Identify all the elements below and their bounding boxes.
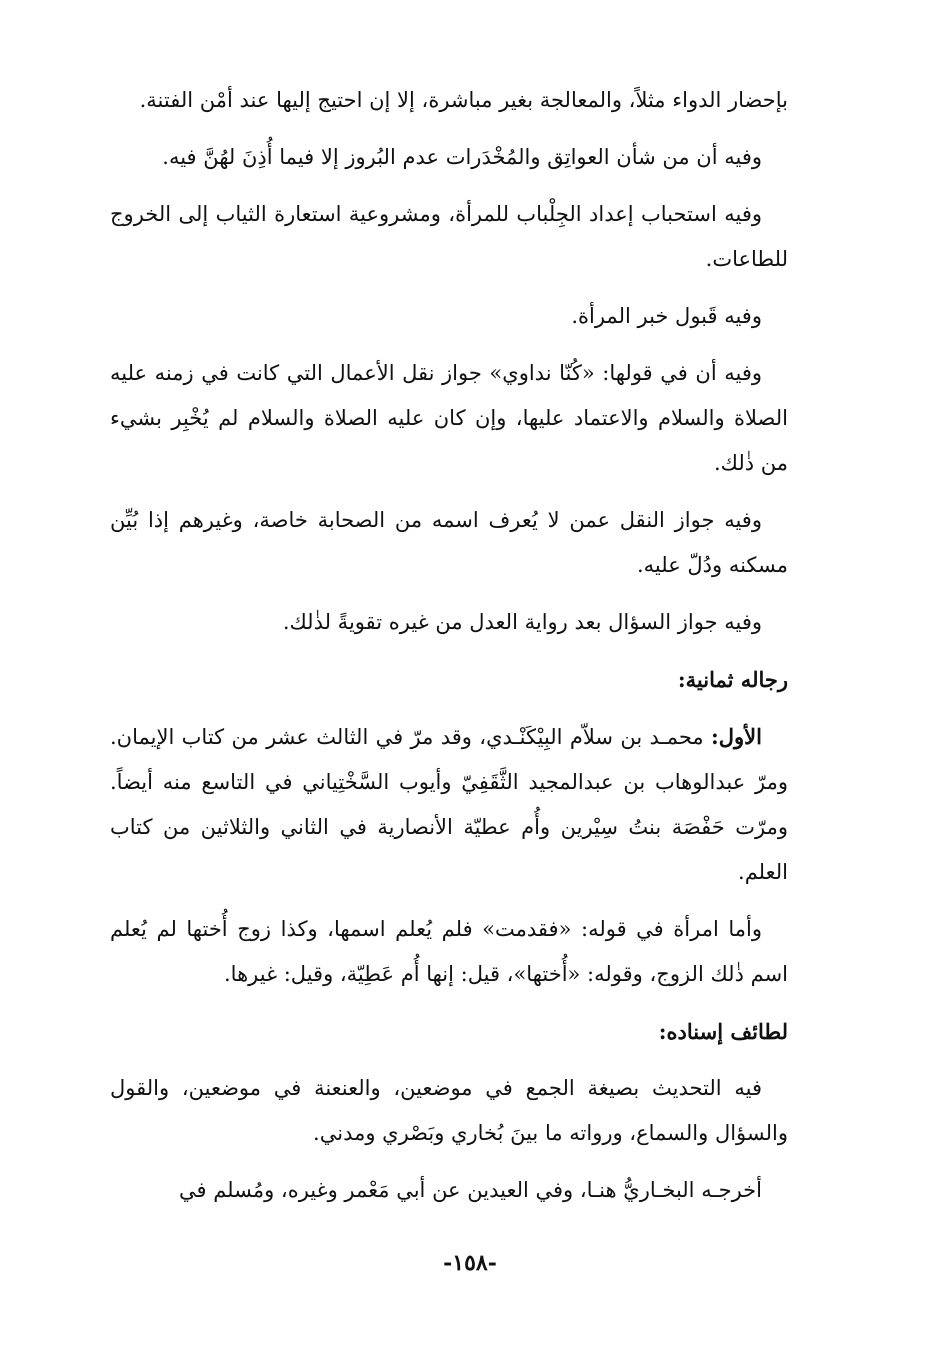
paragraph-unknown-narrator: وفيه جواز النقل عمن لا يُعرف اسمه من الصحابة خاصة، وغيرهم إذا بُيِّن مسكنه ودُلّ عليه. — [110, 508, 788, 577]
heading-isnad: لطائف إسناده: — [658, 1019, 788, 1044]
paragraph-medicine: بإحضار الدواء مثلاً، والمعالجة بغير مباشرة، إلا إن احتيج إليها عند أمْن الفتنة. — [139, 88, 788, 112]
heading-narrators: رجاله ثمانية: — [677, 667, 788, 692]
paragraph-virgins: وفيه أن من شأن العواتِق والمُخْدَرات عدم البُروز إلا فيما أُذِنَ لهُنَّ فيه. — [162, 145, 762, 169]
paragraph-woman-report: وفيه قَبول خبر المرأة. — [571, 304, 762, 328]
paragraph-first-narrator — [110, 714, 788, 895]
paragraph-isnad: فيه التحديث بصيغة الجمع في موضعين، والعنعنة في موضعين، والقول والسؤال والسماع، ورواته ما بينَ بُخاري وبَصْري ومدني. — [110, 1076, 788, 1145]
page-number: -١٥٨- — [443, 1250, 497, 1276]
paragraph-treatment: وفيه أن في قولها: «كُنّا نداوي» جواز نقل الأعمال التي كانت في زمنه عليه الصلاة والسلام والاعتماد عليها، وإن كان عليه الصلاة والسلام لم يُخْبِر بشيء من ذٰلك. — [110, 361, 788, 475]
paragraph-question: وفيه جواز السؤال بعد رواية العدل من غيره تقويةً لذٰلك. — [282, 610, 762, 634]
paragraph-woman: وأما امرأة في قوله: «فقدمت» فلم يُعلم اسمها، وكذا زوج أُختها لم يُعلم اسم ذٰلك الزوج، وقوله: «أُختها»، قيل: إنها أُم عَطِيّة، وقيل: غيرها. — [110, 917, 788, 986]
page-body — [110, 78, 788, 1225]
paragraph-takhrij: أخرجـه البخـاريُّ هنـا، وفي العيدين عن أبي مَعْمر وغيره، ومُسلم في — [178, 1178, 762, 1202]
first-label: الأول: — [711, 724, 762, 749]
first-narrator-text: محمـد بن سلاّم البِيْكَنْـدي، وقد مرّ في الثالث عشر من كتاب الإيمان. ومرّ عبدالوهاب بن عبدالمجيد الثَّقَفِيّ وأيوب السَّخْتِياني في التاسع منه أيضاً. ومرّت حَفْصَة بنتُ سِيْرين وأُم عطيّة الأنصارية في الثاني والثلاثين من كتاب العلم. — [110, 725, 788, 884]
paragraph-jilbab: وفيه استحباب إعداد الجِلْباب للمرأة، ومشروعية استعارة الثياب إلى الخروج للطاعات. — [110, 202, 788, 271]
